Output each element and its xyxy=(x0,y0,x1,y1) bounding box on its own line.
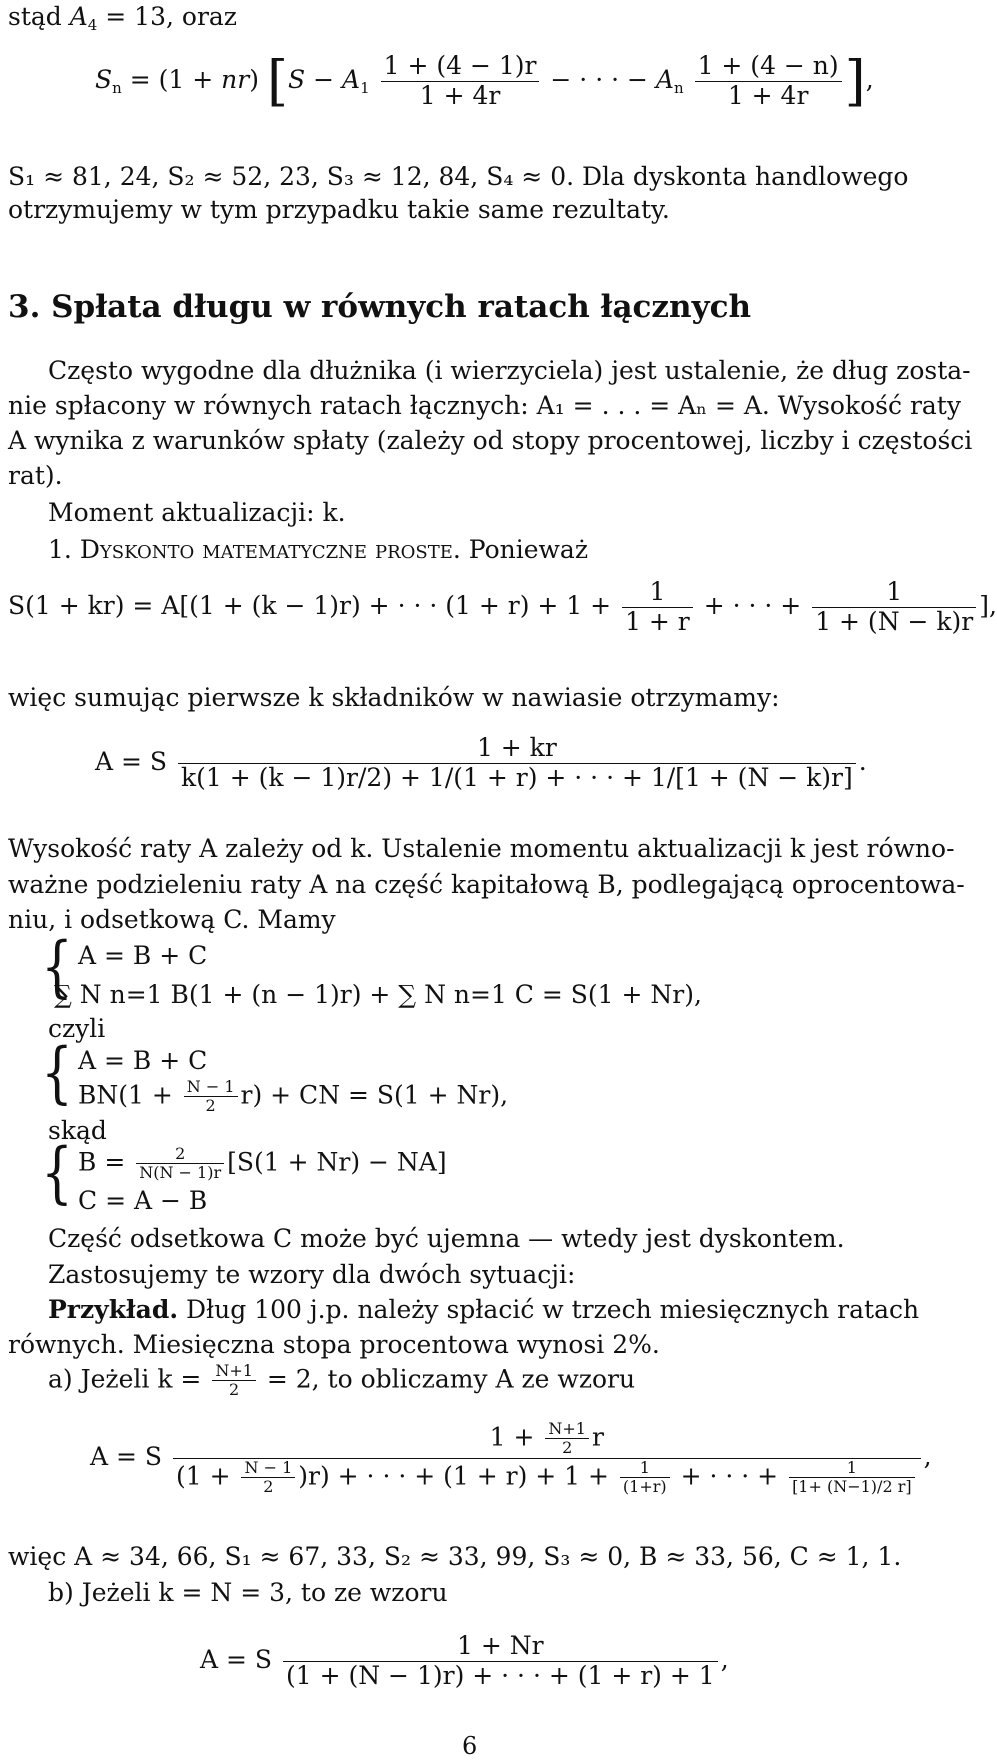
text-line: A = B + C xyxy=(78,1046,208,1075)
subscript: 4 xyxy=(87,16,98,34)
fraction xyxy=(212,1362,256,1400)
text-line: b) Jeżeli k = N = 3, to ze wzoru xyxy=(48,1578,448,1607)
numerator: 1 + Nr xyxy=(457,1631,544,1660)
numerator: 1 xyxy=(886,577,903,606)
fraction xyxy=(381,52,540,111)
denominator: 2 xyxy=(545,1438,589,1457)
numerator xyxy=(173,1420,921,1458)
text: S(1 + kr) = A[(1 + (k − 1)r) + · · · (1 + r) + 1 + xyxy=(8,590,612,620)
text: , xyxy=(720,1644,729,1674)
text-line: Wysokość raty A zależy od k. Ustalenie momentu aktualizacji k jest równo- xyxy=(8,834,955,863)
text-line: równych. Miesięczna stopa procentowa wynosi 2%. xyxy=(8,1330,660,1359)
text: A = S xyxy=(200,1644,273,1674)
text-line: więc A ≈ 34, 66, S₁ ≈ 67, 33, S₂ ≈ 33, 99, S₃ ≈ 0, B ≈ 33, 56, C ≈ 1, 1. xyxy=(8,1542,902,1571)
text-line: skąd xyxy=(48,1116,107,1145)
symbol: A xyxy=(655,64,674,94)
text-line: Część odsetkowa C może być ujemna — wtedy jest dyskontem. xyxy=(48,1224,845,1253)
text-line: C = A − B xyxy=(78,1186,208,1215)
text: − xyxy=(313,64,343,94)
text: a) Jeżeli k = xyxy=(48,1364,210,1394)
numerator: 1 + (4 − 1)r xyxy=(383,51,537,80)
text: + · · · + xyxy=(703,590,810,620)
text: = 2, to obliczamy A ze wzoru xyxy=(258,1364,636,1394)
text-line xyxy=(78,1078,508,1116)
text-line: ważne podzieleniu raty A na część kapitałową B, podlegającą oprocentowa- xyxy=(8,870,965,899)
text: Dług 100 j.p. należy spłacić w trzech miesięcznych ratach xyxy=(178,1295,920,1324)
symbol: nr xyxy=(221,64,250,94)
text-line: Zastosujemy te wzory dla dwóch sytuacji: xyxy=(48,1260,576,1289)
denominator: 1 + r xyxy=(622,607,693,637)
brace: { xyxy=(41,1034,73,1111)
text: stąd xyxy=(8,2,70,31)
bracket-right: ] xyxy=(844,49,866,113)
text: (1 + xyxy=(175,1461,239,1491)
numerator: N − 1 xyxy=(244,1457,293,1477)
fraction xyxy=(789,1459,915,1497)
fraction xyxy=(545,1420,589,1458)
numerator: 2 xyxy=(175,1144,186,1163)
text-line xyxy=(48,1297,919,1322)
denominator: 2 xyxy=(184,1096,238,1115)
text: − · · · − xyxy=(550,64,656,94)
equation-a2 xyxy=(90,1420,932,1497)
subscript: n xyxy=(673,78,684,97)
denominator xyxy=(173,1458,921,1497)
symbol: A xyxy=(342,64,361,94)
text: , xyxy=(923,1441,932,1471)
bracket-left: [ xyxy=(266,49,289,113)
text-line: Często wygodne dla dłużnika (i wierzyciela) jest ustalenie, że dług zosta- xyxy=(48,356,971,385)
numerator: 1 xyxy=(846,1457,857,1477)
text-line: S₁ ≈ 81, 24, S₂ ≈ 52, 23, S₃ ≈ 12, 84, S₄ ≈ 0. Dla dyskonta handlowego xyxy=(8,162,909,191)
denominator: 1 + 4r xyxy=(695,81,842,111)
text: BN(1 + xyxy=(78,1080,181,1110)
subscript: 1 xyxy=(360,78,370,97)
text: ) xyxy=(249,64,259,94)
text: B = xyxy=(78,1147,134,1177)
fraction xyxy=(173,1420,921,1497)
symbol: A xyxy=(69,2,88,31)
text-line xyxy=(78,1145,447,1183)
text: ], xyxy=(979,590,997,620)
fraction xyxy=(620,1459,670,1497)
text: Ponieważ xyxy=(460,535,589,564)
fraction xyxy=(136,1145,224,1183)
fraction xyxy=(184,1078,238,1116)
text: A = S xyxy=(90,1441,163,1471)
subscript: n xyxy=(112,78,122,97)
fraction xyxy=(178,734,856,793)
denominator: N(N − 1)r xyxy=(136,1163,224,1182)
text-line xyxy=(8,2,237,34)
text-line: czyli xyxy=(48,1014,106,1043)
denominator: (1 + (N − 1)r) + · · · + (1 + r) + 1 xyxy=(283,1661,718,1691)
text-line: ∑ N n=1 B(1 + (n − 1)r) + ∑ N n=1 C = S(1 + Nr), xyxy=(54,980,702,1009)
text: . xyxy=(858,746,867,776)
text: + · · · + xyxy=(672,1461,787,1491)
denominator: [1+ (N−1)/2 r] xyxy=(789,1477,915,1496)
text-line: otrzymujemy w tym przypadku takie same rezultaty. xyxy=(8,195,670,224)
text-line xyxy=(48,1362,635,1400)
numerator: N+1 xyxy=(215,1361,253,1380)
text: = 13, oraz xyxy=(97,2,237,31)
equation-a1 xyxy=(95,734,867,793)
example-label: Przykład. xyxy=(48,1295,179,1324)
text: r) + CN = S(1 + Nr), xyxy=(240,1080,509,1110)
text: A = S xyxy=(95,746,168,776)
fraction xyxy=(812,578,976,637)
denominator: (1+r) xyxy=(620,1477,670,1496)
equation-a3 xyxy=(200,1632,729,1691)
text-line: A wynika z warunków spłaty (zależy od stopy procentowej, liczby i częstości xyxy=(8,426,973,455)
text-line: rat). xyxy=(8,461,63,490)
equation-sn xyxy=(95,49,874,113)
denominator: k(1 + (k − 1)r/2) + 1/(1 + r) + · · · + 1/[1 + (N − k)r] xyxy=(178,763,856,793)
section-heading: 3. Spłata długu w równych ratach łącznych xyxy=(8,289,752,325)
denominator: 2 xyxy=(241,1477,295,1496)
fraction xyxy=(622,578,693,637)
text: , xyxy=(865,64,874,94)
text-line: nie spłacony w równych ratach łącznych: A₁ = . . . = Aₙ = A. Wysokość raty xyxy=(8,391,961,420)
text-line: niu, i odsetkową C. Mamy xyxy=(8,905,336,934)
fraction xyxy=(283,1632,718,1691)
brace: { xyxy=(41,928,73,1005)
page-number: 6 xyxy=(462,1732,478,1760)
text: 1 + xyxy=(489,1422,543,1452)
text-line: Moment aktualizacji: k. xyxy=(48,498,346,527)
numerator: N − 1 xyxy=(186,1077,235,1096)
denominator: 2 xyxy=(212,1380,256,1399)
text: 1. xyxy=(48,535,80,564)
symbol: S xyxy=(288,64,306,94)
fraction xyxy=(695,52,842,111)
text-line xyxy=(48,537,588,562)
symbol: S xyxy=(95,64,113,94)
denominator: 1 + 4r xyxy=(381,81,540,111)
text: r xyxy=(591,1422,604,1452)
denominator: 1 + (N − k)r xyxy=(812,607,976,637)
fraction xyxy=(241,1459,295,1497)
numerator: 1 xyxy=(639,1457,650,1477)
numerator: 1 + (4 − n) xyxy=(697,51,839,80)
text: )r) + · · · + (1 + r) + 1 + xyxy=(298,1461,617,1491)
text: [S(1 + Nr) − NA] xyxy=(227,1147,447,1177)
numerator: 1 + kr xyxy=(476,733,557,762)
text-line: więc sumując pierwsze k składników w nawiasie otrzymamy: xyxy=(8,683,780,712)
numerator: N+1 xyxy=(548,1419,586,1438)
text-line: A = B + C xyxy=(78,941,208,970)
smallcaps-heading: Dyskonto matematyczne proste. xyxy=(79,535,461,564)
numerator: 1 xyxy=(649,577,666,606)
brace: { xyxy=(41,1134,73,1211)
text: = (1 + xyxy=(129,64,222,94)
equation-s xyxy=(8,578,997,637)
